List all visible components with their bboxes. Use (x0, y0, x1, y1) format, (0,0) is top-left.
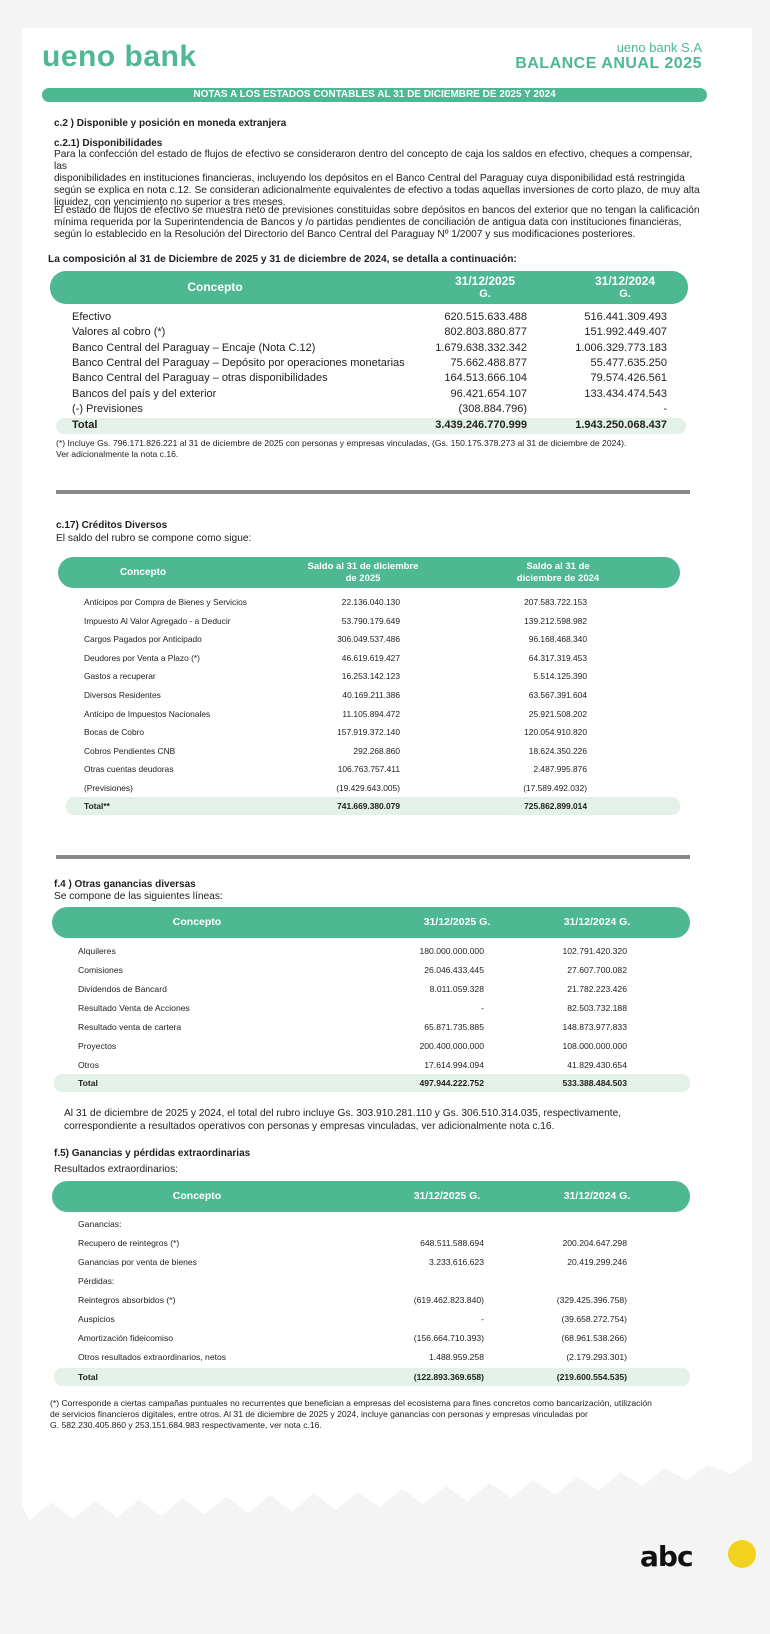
c2-table-header (50, 271, 688, 304)
c17-intro: El saldo del rubro se compone como sigue: (56, 533, 252, 544)
value-2025: 22.136.040.130 (341, 597, 400, 607)
col-2024: Saldo al 31 de (526, 561, 590, 572)
row-label: Proyectos (78, 1041, 117, 1051)
row-label: Reintegros absorbidos (*) (78, 1295, 176, 1305)
f4-table-header (52, 907, 690, 938)
value-2024: 55.477.635.250 (590, 356, 667, 369)
row-label: Ganancias: (78, 1219, 122, 1229)
value-2024: 120.054.910.820 (524, 727, 587, 738)
value-2024: 2.487.995.876 (533, 764, 587, 775)
value-2025: (308.884.796) (458, 402, 527, 415)
row-label: Valores al cobro (*) (72, 326, 166, 339)
value-2024: 133.434.474.543 (584, 387, 667, 400)
value-2025: 620.515.633.488 (444, 311, 527, 323)
value-2024: 64.317.319.453 (528, 652, 587, 663)
value-2025: - (481, 1003, 484, 1013)
notes-banner: NOTAS A LOS ESTADOS CONTABLES AL 31 DE DICIEMBRE DE 2025 Y 2024 (42, 88, 707, 102)
row-label: Banco Central del Paraguay – otras disponibilidades (72, 372, 328, 385)
row-label: Pérdidas: (78, 1276, 115, 1286)
value-2024: 18.624.350.226 (528, 745, 587, 756)
col-2025: 31/12/2025 (454, 274, 516, 288)
row-label: Alquileres (78, 946, 116, 956)
value-2025: (619.462.823.840) (413, 1295, 484, 1305)
row-label: Resultado venta de cartera (78, 1022, 182, 1032)
col-2024: 31/12/2024 G. (563, 916, 631, 928)
report-title: BALANCE ANUAL 2025 (515, 55, 702, 72)
value-2025: 17.614.994.094 (424, 1060, 484, 1070)
value-2025: 292.268.860 (353, 745, 400, 756)
value-2024: 151.992.449.407 (584, 326, 667, 339)
c21-paragraph-1: Para la confección del estado de flujos de efectivo se consideraron dentro del concepto de caja los saldos en efectivo, cheques a compensar, las disponibilidades en instituciones financieras, incluyendo los depósitos en el Banco Central del Paraguay cuya disponibilidad está restringida según se explica en nota c.12. Se consideran adicionalmente equivalentes de efectivo a todas aquellas inversiones de corto plazo, de muy alta liquidez, con vencimiento no superior a tres meses. (54, 149, 700, 208)
value-2024: 102.791.420.320 (562, 946, 627, 956)
col-2024: 31/12/2024 G. (563, 1190, 631, 1202)
value-2024: (329.425.396.758) (556, 1295, 627, 1305)
row-label: Banco Central del Paraguay – Depósito por operaciones monetarias (72, 356, 405, 369)
value-2024: 21.782.223.426 (567, 984, 627, 994)
value-2024: (17.589.492.032) (523, 783, 587, 793)
value-2025: 180.000.000.000 (419, 946, 484, 956)
value-2025: 75.662.488.877 (450, 356, 527, 369)
f4-intro: Se compone de las siguientes líneas: (54, 891, 223, 902)
value-2024: 96.168.468.340 (528, 634, 587, 645)
value-2024: 25.921.508.202 (528, 708, 587, 719)
value-2024: 516.441.309.493 (584, 311, 667, 323)
value-2025: 1.679.638.332.342 (435, 341, 527, 354)
value-2025: 3.233.616.623 (429, 1257, 484, 1267)
value-2025: 53.790.179.649 (341, 615, 400, 626)
row-label: Cargos Pagados por Anticipado (84, 634, 202, 645)
value-2025: (156.664.710.393) (413, 1333, 484, 1343)
value-2024: 27.607.700.082 (567, 965, 627, 975)
bank-logo: ueno bank (42, 40, 197, 73)
value-2025: 96.421.654.107 (450, 387, 527, 400)
header-right (515, 40, 702, 73)
row-label: Diversos Residentes (84, 690, 161, 700)
value-2024: 1.006.329.773.183 (575, 341, 667, 354)
value-2025: (19.429.643.005) (336, 783, 400, 793)
col-concepto: Concepto (172, 1190, 222, 1202)
col-concepto: Concepto (187, 280, 243, 294)
f4-note: Al 31 de diciembre de 2025 y 2024, el total del rubro incluye Gs. 303.910.281.110 y Gs. 306.510.314.035, respectivamente, correspondiente a resultados operativos con personas y empresas vinculadas, ver adicionalmente nota c.16. (64, 1108, 622, 1132)
row-label: Dividendos de Bancard (78, 984, 167, 994)
row-label: Otros (78, 1060, 100, 1070)
col-2025: 31/12/2025 G. (423, 916, 491, 928)
value-2025: 26.046.433.445 (424, 965, 484, 975)
value-2025: 8.011.059.328 (429, 984, 484, 994)
f4-title: f.4 ) Otras ganancias diversas (54, 879, 196, 890)
row-label: Otros resultados extraordinarios, netos (78, 1352, 227, 1362)
section-divider (56, 490, 690, 494)
col-2024: 31/12/2024 (594, 274, 656, 288)
value-2025: 306.049.537.486 (337, 634, 400, 645)
value-2024: - (663, 402, 667, 415)
col-concepto: Concepto (119, 567, 167, 578)
value-2024: 148.873.977.833 (562, 1022, 627, 1032)
c2-footnote: (*) Incluye Gs. 796.171.826.221 al 31 de diciembre de 2025 con personas y empresas vinculadas, (Gs. 150.175.378.273 al 31 de diciembre de 2024). Ver adicionalmente la nota c.16. (56, 438, 627, 459)
c21-paragraph-2: El estado de flujos de efectivo se muestra neto de previsiones constituidas sobre depósitos en bancos del exterior que no tengan la calificación mínima requerida por la Superintendencia de Bancos y /o partidas pendientes de conciliación de antigua data con instituciones financieras, según lo establecido en la Resolución del Directorio del Banco Central del Paraguay Nº 1/2007 y sus modificaciones posteriores. (54, 205, 700, 240)
row-label: Resultado Venta de Acciones (78, 1003, 190, 1013)
value-2024: 200.204.647.298 (562, 1238, 627, 1248)
col-2025: Saldo al 31 de diciembre (307, 561, 419, 572)
value-2024: 5.514.125.390 (533, 671, 587, 682)
value-2025: 40.169.211.386 (342, 690, 400, 700)
col-2025: 31/12/2025 G. (413, 1190, 481, 1202)
row-label: Gastos a recuperar (84, 671, 156, 682)
row-label: (Previsiones) (84, 783, 133, 793)
f5-footnote: (*) Corresponde a ciertas campañas puntuales no recurrentes que benefician a empresas del ecosistema para fines concretos como bancarización, utilización de servicios financieros digitales, entre otros. Al 31 de diciembre de 2025 y 2024, incluye ganancias con personas y empresas vinculadas por G. 582.230.405.860 y 253.151.684.983 respectivamente, ver nota c.16. (50, 1398, 652, 1430)
value-2025: 106.763.757.411 (337, 764, 400, 775)
value-2024: 108.000.000.000 (562, 1041, 627, 1051)
row-label: Ganancias por venta de bienes (78, 1257, 197, 1267)
value-2024: (39.658.272.754) (561, 1314, 627, 1324)
value-2024: 41.829.430.654 (567, 1060, 627, 1070)
row-label: Bocas de Cobro (84, 727, 145, 738)
value-2025: 648.511.588.694 (420, 1238, 484, 1248)
value-2024: 79.574.426.561 (590, 372, 667, 385)
col-2025-unit: G. (479, 288, 491, 300)
col-concepto: Concepto (172, 916, 222, 928)
value-2024: 207.583.722.153 (524, 597, 587, 607)
row-label: Otras cuentas deudoras (84, 764, 174, 775)
row-label: Deudores por Venta a Plazo (*) (84, 652, 200, 663)
section-divider (56, 855, 690, 859)
col-2024-unit: G. (619, 288, 631, 300)
value-2025: 65.871.735.885 (424, 1022, 484, 1032)
value-2025: - (481, 1314, 484, 1324)
abc-sun-icon (728, 1540, 756, 1568)
row-label: Efectivo (72, 311, 112, 323)
row-label: Impuesto Al Valor Agregado - a Deducir (84, 615, 231, 626)
value-2025: 1.488.959.258 (429, 1352, 484, 1362)
row-label: Anticipo de Impuestos Nacionales (84, 708, 211, 719)
row-label: Amortización fideicomiso (78, 1333, 174, 1343)
value-2024: 63.567.391.604 (528, 690, 587, 700)
value-2025: 164.513.666.104 (444, 372, 527, 385)
col-2025-b: de 2025 (345, 573, 381, 584)
value-2024: (68.961.538.266) (561, 1333, 627, 1343)
f5-intro: Resultados extraordinarios: (54, 1164, 179, 1175)
value-2025: 157.919.372.140 (337, 727, 400, 738)
c21-subtitle: c.2.1) Disponibilidades (54, 138, 163, 149)
c17-table-header (58, 557, 680, 588)
value-2025: 46.619.619.427 (341, 652, 400, 663)
value-2025: 802.803.880.877 (444, 326, 527, 339)
c2-title: c.2 ) Disponible y posición en moneda extranjera (54, 118, 287, 129)
row-label: Comisiones (78, 965, 123, 975)
row-label: Banco Central del Paraguay – Encaje (Nota C.12) (72, 341, 316, 354)
c2-intro: La composición al 31 de Diciembre de 2025 y 31 de diciembre de 2024, se detalla a continuación: (48, 254, 517, 265)
value-2025: 11.105.894.472 (342, 708, 400, 719)
value-2024: (2.179.293.301) (566, 1352, 627, 1362)
value-2025: 16.253.142.123 (341, 671, 400, 682)
row-label: Recupero de reintegros (*) (78, 1238, 180, 1248)
row-label: (-) Previsiones (72, 402, 143, 415)
c17-title: c.17) Créditos Diversos (56, 520, 168, 531)
f5-table-header (52, 1181, 690, 1212)
value-2025: 200.400.000.000 (419, 1041, 484, 1051)
row-label: Anticipos por Compra de Bienes y Servicios (84, 597, 247, 607)
f5-title: f.5) Ganancias y pérdidas extraordinarias (54, 1148, 251, 1159)
value-2024: 82.503.732.188 (567, 1003, 627, 1013)
row-label: Cobros Pendientes CNB (84, 745, 176, 756)
row-label: Bancos del país y del exterior (72, 387, 217, 400)
col-2024-b: diciembre de 2024 (516, 573, 600, 584)
abc-logo: abc (640, 1540, 693, 1573)
company-name: ueno bank S.A (616, 40, 702, 55)
row-label: Auspicios (78, 1314, 115, 1324)
value-2024: 20.419.299.246 (567, 1257, 627, 1267)
value-2024: 139.212.598.982 (524, 615, 587, 626)
